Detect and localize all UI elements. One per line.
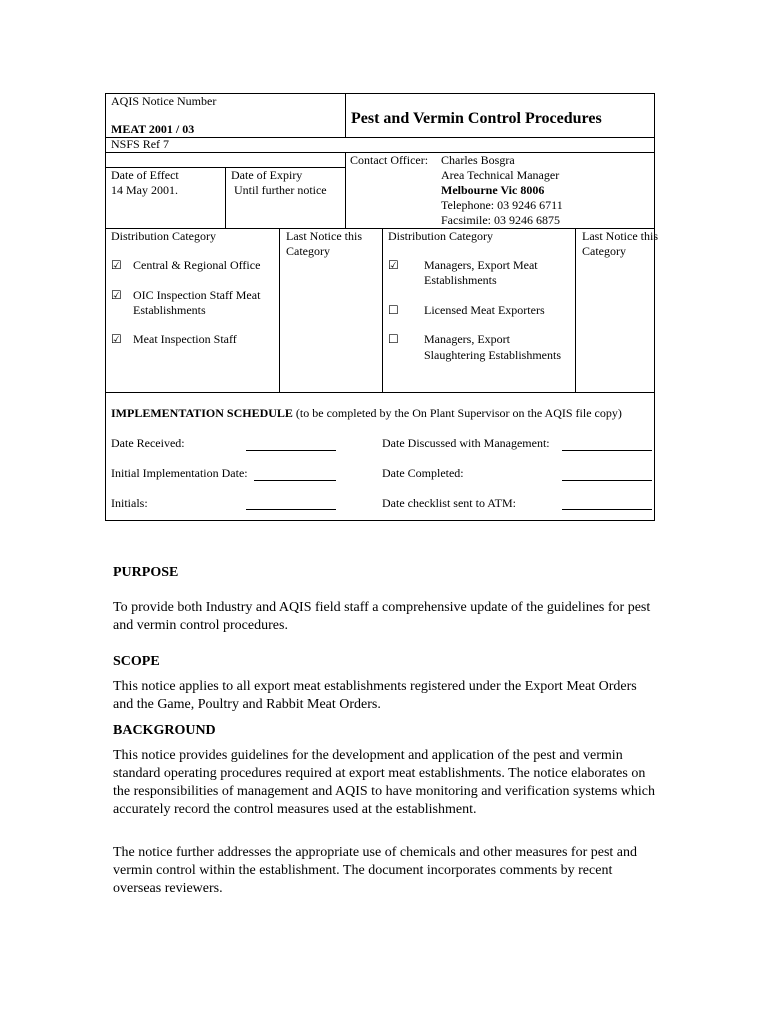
notice-number: MEAT 2001 / 03 bbox=[111, 122, 195, 136]
date-of-expiry: Until further notice bbox=[234, 183, 327, 197]
background-paragraph-1: This notice provides guidelines for the development and application of the pest and vermin standard operating procedures required at export meat establishments. The notice elaborates on the responsibilities of management and AQIS to have monitoring and verification systems which accurately record the control measures used at the establishment. bbox=[113, 748, 656, 817]
contact-name: Charles Bosgra bbox=[441, 153, 515, 167]
table-divider bbox=[225, 167, 226, 228]
table-divider bbox=[382, 228, 383, 392]
scope-heading: SCOPE bbox=[113, 654, 160, 669]
initial-implementation-label: Initial Implementation Date: bbox=[111, 466, 248, 480]
purpose-heading: PURPOSE bbox=[113, 565, 179, 580]
implementation-note: (to be completed by the On Plant Supervisor on the AQIS file copy) bbox=[292, 406, 622, 420]
notice-number-label: AQIS Notice Number bbox=[111, 94, 217, 108]
table-divider bbox=[575, 228, 576, 392]
checklist-sent-label: Date checklist sent to ATM: bbox=[382, 496, 516, 510]
checklist-sent-field[interactable] bbox=[562, 509, 652, 510]
background-heading: BACKGROUND bbox=[113, 723, 216, 738]
distribution-item: Managers, Export bbox=[424, 332, 510, 346]
checked-box-icon: ☑ bbox=[111, 288, 122, 302]
initials-label: Initials: bbox=[111, 496, 148, 510]
table-divider bbox=[345, 93, 346, 137]
nsfs-ref: NSFS Ref 7 bbox=[111, 137, 170, 151]
table-divider bbox=[105, 137, 655, 138]
page-title: Pest and Vermin Control Procedures bbox=[351, 110, 602, 127]
date-discussed-label: Date Discussed with Management: bbox=[382, 436, 550, 450]
purpose-text: To provide both Industry and AQIS field staff a comprehensive update of the guidelines for pest and vermin control procedures. bbox=[113, 600, 651, 633]
last-notice-label-right: Last Notice this bbox=[582, 229, 658, 243]
date-discussed-field[interactable] bbox=[562, 450, 652, 451]
background-paragraph-2: The notice further addresses the appropriate use of chemicals and other measures for pest and vermin control within the establishment. The document incorporates comments by recent overseas reviewers. bbox=[113, 845, 638, 896]
date-received-label: Date Received: bbox=[111, 436, 185, 450]
date-of-expiry-label: Date of Expiry bbox=[231, 168, 303, 182]
contact-fax: Facsimile: 03 9246 6875 bbox=[441, 213, 560, 227]
distribution-category-label-right: Distribution Category bbox=[388, 229, 493, 243]
initials-field[interactable] bbox=[246, 509, 336, 510]
contact-officer-label: Contact Officer: bbox=[350, 153, 429, 167]
checked-box-icon: ☑ bbox=[111, 332, 122, 346]
distribution-item: Meat Inspection Staff bbox=[133, 332, 237, 346]
table-divider bbox=[279, 228, 280, 392]
implementation-heading bbox=[111, 406, 622, 421]
contact-location: Melbourne Vic 8006 bbox=[441, 183, 545, 197]
distribution-item: Licensed Meat Exporters bbox=[424, 303, 545, 317]
checked-box-icon: ☑ bbox=[388, 258, 399, 272]
distribution-category-label-left: Distribution Category bbox=[111, 229, 216, 243]
date-received-field[interactable] bbox=[246, 450, 336, 451]
distribution-item: Central & Regional Office bbox=[133, 258, 261, 272]
date-of-effect-label: Date of Effect bbox=[111, 168, 179, 182]
contact-role: Area Technical Manager bbox=[441, 168, 560, 182]
last-notice-label-left: Last Notice this bbox=[286, 229, 362, 243]
date-of-effect: 14 May 2001. bbox=[111, 183, 178, 197]
scope-text: This notice applies to all export meat establishments registered under the Export Meat Orders and the Game, Poultry and Rabbit Meat Orders. bbox=[113, 679, 637, 712]
table-divider bbox=[105, 392, 655, 393]
unchecked-box-icon: ☐ bbox=[388, 332, 399, 346]
distribution-item-cont: Establishments bbox=[133, 303, 206, 317]
distribution-item-cont: Slaughtering Establishments bbox=[424, 348, 561, 362]
checked-box-icon: ☑ bbox=[111, 258, 122, 272]
unchecked-box-icon: ☐ bbox=[388, 303, 399, 317]
last-notice-label-right-2: Category bbox=[582, 244, 626, 258]
date-completed-label: Date Completed: bbox=[382, 466, 464, 480]
implementation-title: IMPLEMENTATION SCHEDULE bbox=[111, 406, 293, 420]
table-divider bbox=[345, 152, 346, 228]
initial-implementation-field[interactable] bbox=[254, 480, 336, 481]
distribution-item: Managers, Export Meat bbox=[424, 258, 538, 272]
distribution-item: OIC Inspection Staff Meat bbox=[133, 288, 261, 302]
distribution-item-cont: Establishments bbox=[424, 273, 497, 287]
last-notice-label-left-2: Category bbox=[286, 244, 330, 258]
contact-phone: Telephone: 03 9246 6711 bbox=[441, 198, 563, 212]
date-completed-field[interactable] bbox=[562, 480, 652, 481]
